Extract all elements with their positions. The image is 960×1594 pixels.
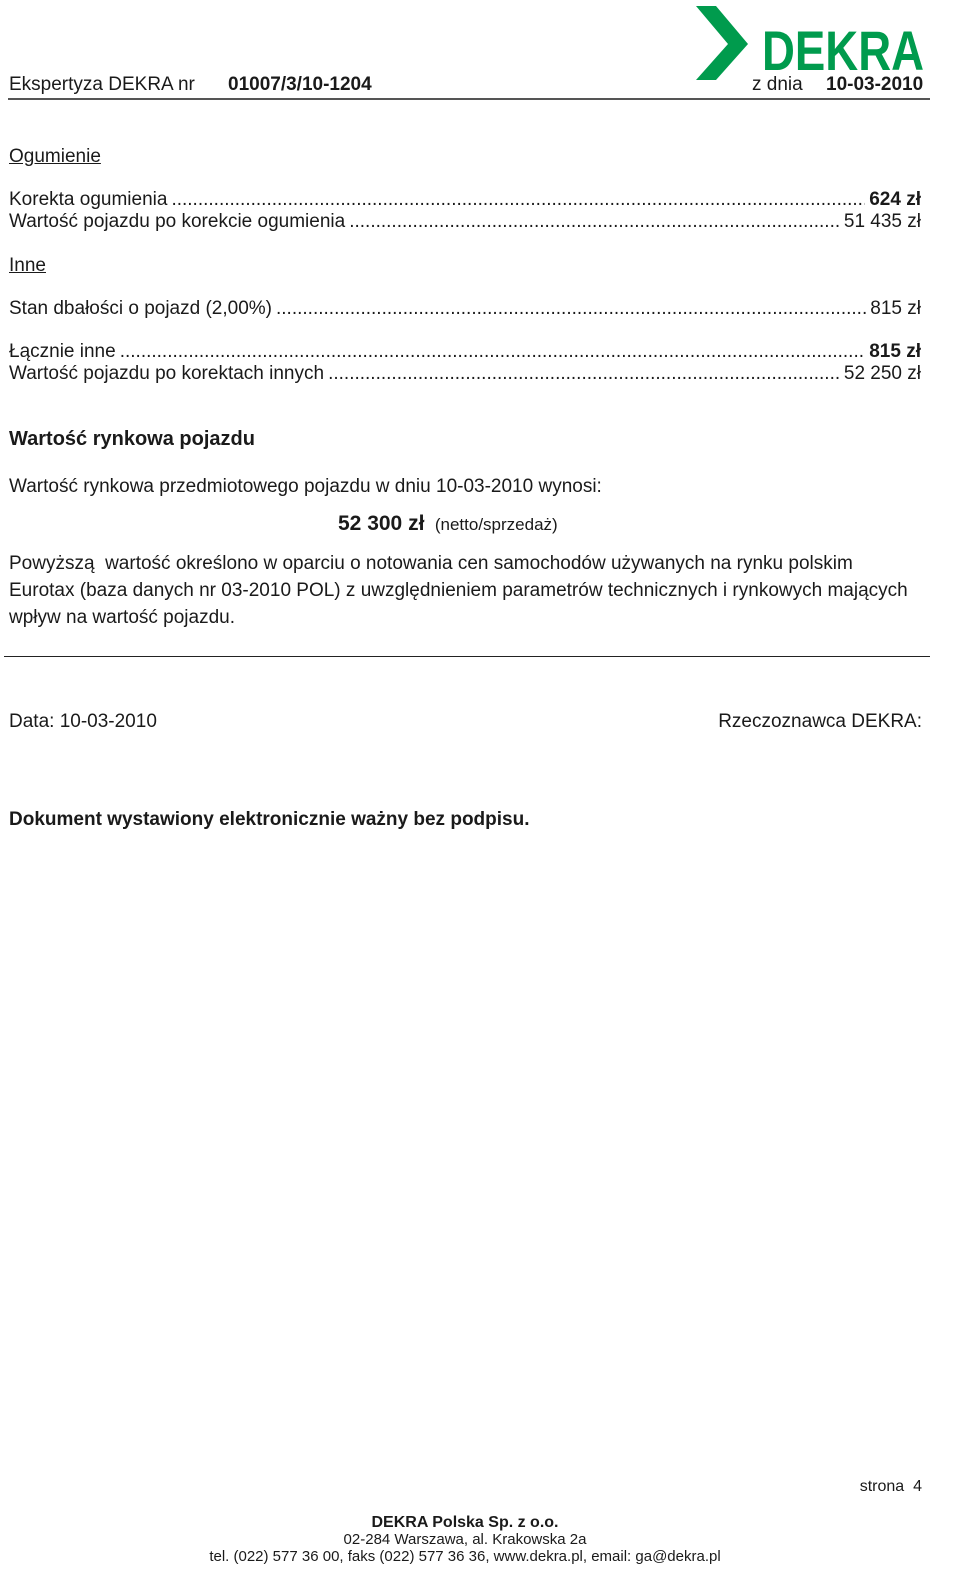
row-value: 815 zł bbox=[870, 298, 921, 319]
dekra-logo-icon bbox=[690, 6, 930, 80]
description-line: Powyższą wartość określono w oparciu o notowania cen samochodów używanych na rynku polskim bbox=[9, 553, 853, 574]
row-value: 815 zł bbox=[869, 341, 921, 362]
list-item bbox=[9, 363, 921, 385]
section-heading-tires: Ogumienie bbox=[9, 146, 101, 167]
section-heading-other: Inne bbox=[9, 255, 46, 276]
description-line: Eurotax (baza danych nr 03-2010 POL) z uwzględnieniem parametrów technicznych i rynkowych mających bbox=[9, 580, 908, 601]
footer bbox=[0, 1514, 930, 1565]
market-value-line bbox=[338, 512, 558, 537]
market-value-description bbox=[9, 550, 929, 631]
dot-leader bbox=[120, 341, 866, 363]
expert-label: Rzeczoznawca DEKRA: bbox=[718, 711, 922, 732]
list-item bbox=[9, 298, 921, 320]
footer-address: 02-284 Warszawa, al. Krakowska 2a bbox=[343, 1531, 587, 1548]
market-value-amount: 52 300 zł bbox=[338, 512, 425, 535]
dot-leader bbox=[171, 189, 865, 211]
market-value-note: (netto/sprzedaż) bbox=[434, 515, 558, 534]
report-date-label: z dnia bbox=[752, 74, 803, 95]
row-value: 52 250 zł bbox=[843, 363, 921, 384]
row-label: Korekta ogumienia bbox=[9, 189, 168, 210]
row-label: Łącznie inne bbox=[9, 341, 116, 362]
dot-leader bbox=[328, 363, 840, 385]
dot-leader bbox=[276, 298, 866, 320]
list-item bbox=[9, 341, 921, 363]
row-label: Stan dbałości o pojazd (2,00%) bbox=[9, 298, 272, 319]
row-label: Wartość pojazdu po korektach innych bbox=[9, 363, 325, 384]
row-value: 624 zł bbox=[869, 189, 921, 210]
row-value: 51 435 zł bbox=[843, 211, 921, 232]
section-heading-market-value: Wartość rynkowa pojazdu bbox=[9, 428, 255, 450]
footer-contact: tel. (022) 577 36 00, faks (022) 577 36 36, www.dekra.pl, email: ga@dekra.pl bbox=[209, 1548, 721, 1565]
market-value-intro: Wartość rynkowa przedmiotowego pojazdu w dniu 10-03-2010 wynosi: bbox=[9, 476, 602, 497]
electronic-document-note: Dokument wystawiony elektronicznie ważny bez podpisu. bbox=[9, 809, 530, 830]
logo-chevron bbox=[696, 6, 748, 80]
signature-date: Data: 10-03-2010 bbox=[9, 711, 157, 732]
logo-wordmark: DEKRA bbox=[762, 19, 924, 80]
report-date: 10-03-2010 bbox=[826, 74, 924, 95]
footer-company: DEKRA Polska Sp. z o.o. bbox=[371, 1514, 559, 1531]
report-number-label: Ekspertyza DEKRA nr bbox=[9, 74, 195, 95]
dot-leader bbox=[349, 211, 840, 233]
section-divider bbox=[4, 656, 930, 657]
row-label: Wartość pojazdu po korekcie ogumienia bbox=[9, 211, 346, 232]
list-item bbox=[9, 211, 921, 233]
description-line: wpływ na wartość pojazdu. bbox=[9, 607, 235, 628]
header-divider bbox=[8, 98, 930, 100]
page-number: strona 4 bbox=[859, 1478, 922, 1495]
dekra-logo bbox=[690, 6, 930, 80]
list-item bbox=[9, 189, 921, 211]
report-number: 01007/3/10-1204 bbox=[228, 74, 372, 95]
